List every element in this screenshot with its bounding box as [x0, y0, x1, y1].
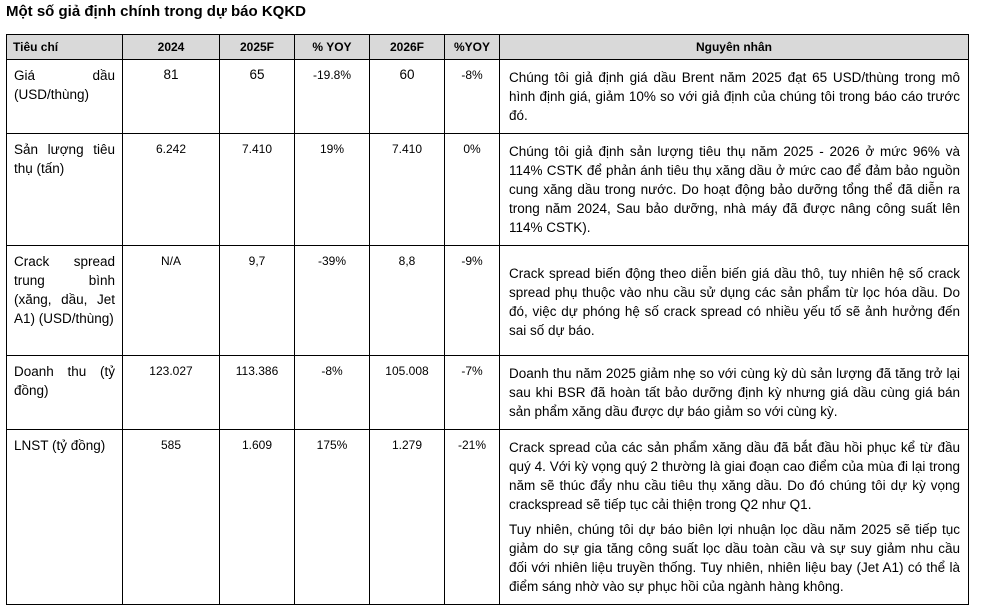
value-2026f: 60 — [370, 60, 445, 134]
reason-paragraph: Tuy nhiên, chúng tôi dự báo biên lợi nhuận lọc dầu năm 2025 sẽ tiếp tục giảm do sự gia tăng công suất lọc dầu toàn cầu và sự suy giảm nhu cầu đối với nhiên liệu truyền thống. Tuy nhiên, nhiên liệu bay (Jet A1) có thể là điểm sáng nhờ vào sự phục hồi của ngành hàng không. — [509, 522, 960, 594]
value-yoy-2026: -9% — [445, 246, 500, 356]
row-criteria: Doanh thu (tỷ đồng) — [7, 356, 123, 430]
value-2025f: 65 — [220, 60, 295, 134]
reason-paragraph: Chúng tôi giả định giá dầu Brent năm 2025 đạt 65 USD/thùng trong mô hình định giá, giảm 10% so với giả định của chúng tôi trong báo cáo trước đó. — [509, 70, 960, 123]
value-2024: 81 — [123, 60, 220, 134]
table-row — [7, 430, 969, 605]
value-yoy-2025: -8% — [295, 356, 370, 430]
value-2026f: 1.279 — [370, 430, 445, 605]
value-yoy-2025: -19.8% — [295, 60, 370, 134]
reason-paragraph: Doanh thu năm 2025 giảm nhẹ so với cùng kỳ dù sản lượng đã tăng trở lại sau khi BSR đã hoàn tất bảo dưỡng định kỳ nhưng giá dầu cùng giá bán sản phẩm xăng dầu được dự báo giảm so với cùng kỳ. — [509, 366, 960, 419]
header-2026f: 2026F — [370, 35, 445, 60]
reason-paragraph: Crack spread của các sản phẩm xăng dầu đã bắt đầu hồi phục kể từ đầu quý 4. Với kỳ vọng quý 2 thường là giai đoạn cao điểm của mùa đi lại trong năm sẽ thúc đẩy nhu cầu tiêu thụ xăng dầu. Do đó chúng tôi dự kỳ vọng crackspread sẽ tiếp tục cải thiện trong Q2 như Q1. — [509, 440, 960, 512]
value-2026f: 7.410 — [370, 134, 445, 246]
reason-cell — [500, 246, 969, 356]
table-row — [7, 134, 969, 246]
value-2024: N/A — [123, 246, 220, 356]
header-2025f: 2025F — [220, 35, 295, 60]
header-row — [7, 35, 969, 60]
value-yoy-2026: -7% — [445, 356, 500, 430]
value-2025f: 7.410 — [220, 134, 295, 246]
reason-paragraph: Chúng tôi giả định sản lượng tiêu thụ năm 2025 - 2026 ở mức 96% và 114% CSTK để phản ánh tiêu thụ xăng dầu ở mức cao để đảm bảo nguồn cung xăng dầu trong nước. Do hoạt động bảo dưỡng tổng thể đã diễn ra trong năm 2024, Sau bảo dưỡng, nhà máy đã được nâng công suất lên 114% CSTK). — [509, 144, 960, 235]
value-yoy-2025: -39% — [295, 246, 370, 356]
value-yoy-2026: 0% — [445, 134, 500, 246]
value-2024: 6.242 — [123, 134, 220, 246]
reason-cell — [500, 430, 969, 605]
reason-cell — [500, 134, 969, 246]
header-yoy-2025: % YOY — [295, 35, 370, 60]
row-criteria: Crack spread trung bình (xăng, dầu, Jet A1) (USD/thùng) — [7, 246, 123, 356]
value-yoy-2026: -8% — [445, 60, 500, 134]
row-criteria: Giá dầu (USD/thùng) — [7, 60, 123, 134]
value-2024: 123.027 — [123, 356, 220, 430]
header-criteria: Tiêu chí — [7, 35, 123, 60]
table-row — [7, 246, 969, 356]
value-2025f: 9,7 — [220, 246, 295, 356]
header-2024: 2024 — [123, 35, 220, 60]
table-title: Một số giả định chính trong dự báo KQKD — [6, 3, 306, 20]
row-criteria: Sản lượng tiêu thụ (tấn) — [7, 134, 123, 246]
header-reason: Nguyên nhân — [500, 35, 969, 60]
value-2024: 585 — [123, 430, 220, 605]
row-criteria: LNST (tỷ đồng) — [7, 430, 123, 605]
header-yoy-2026: %YOY — [445, 35, 500, 60]
table-row — [7, 356, 969, 430]
value-yoy-2025: 19% — [295, 134, 370, 246]
value-2025f: 113.386 — [220, 356, 295, 430]
value-2026f: 105.008 — [370, 356, 445, 430]
reason-paragraph: Crack spread biến động theo diễn biến giá dầu thô, tuy nhiên hệ số crack spread phụ thuộc vào nhu cầu sử dụng các sản phẩm từ lọc hóa dầu. Do đó, việc dự phóng hệ số crack spread có nhiều yếu tố sẽ ảnh hưởng đến sai số dự báo. — [509, 266, 960, 338]
value-2026f: 8,8 — [370, 246, 445, 356]
value-yoy-2025: 175% — [295, 430, 370, 605]
reason-cell — [500, 60, 969, 134]
value-yoy-2026: -21% — [445, 430, 500, 605]
reason-cell — [500, 356, 969, 430]
value-2025f: 1.609 — [220, 430, 295, 605]
assumptions-table — [6, 34, 969, 605]
table-row — [7, 60, 969, 134]
